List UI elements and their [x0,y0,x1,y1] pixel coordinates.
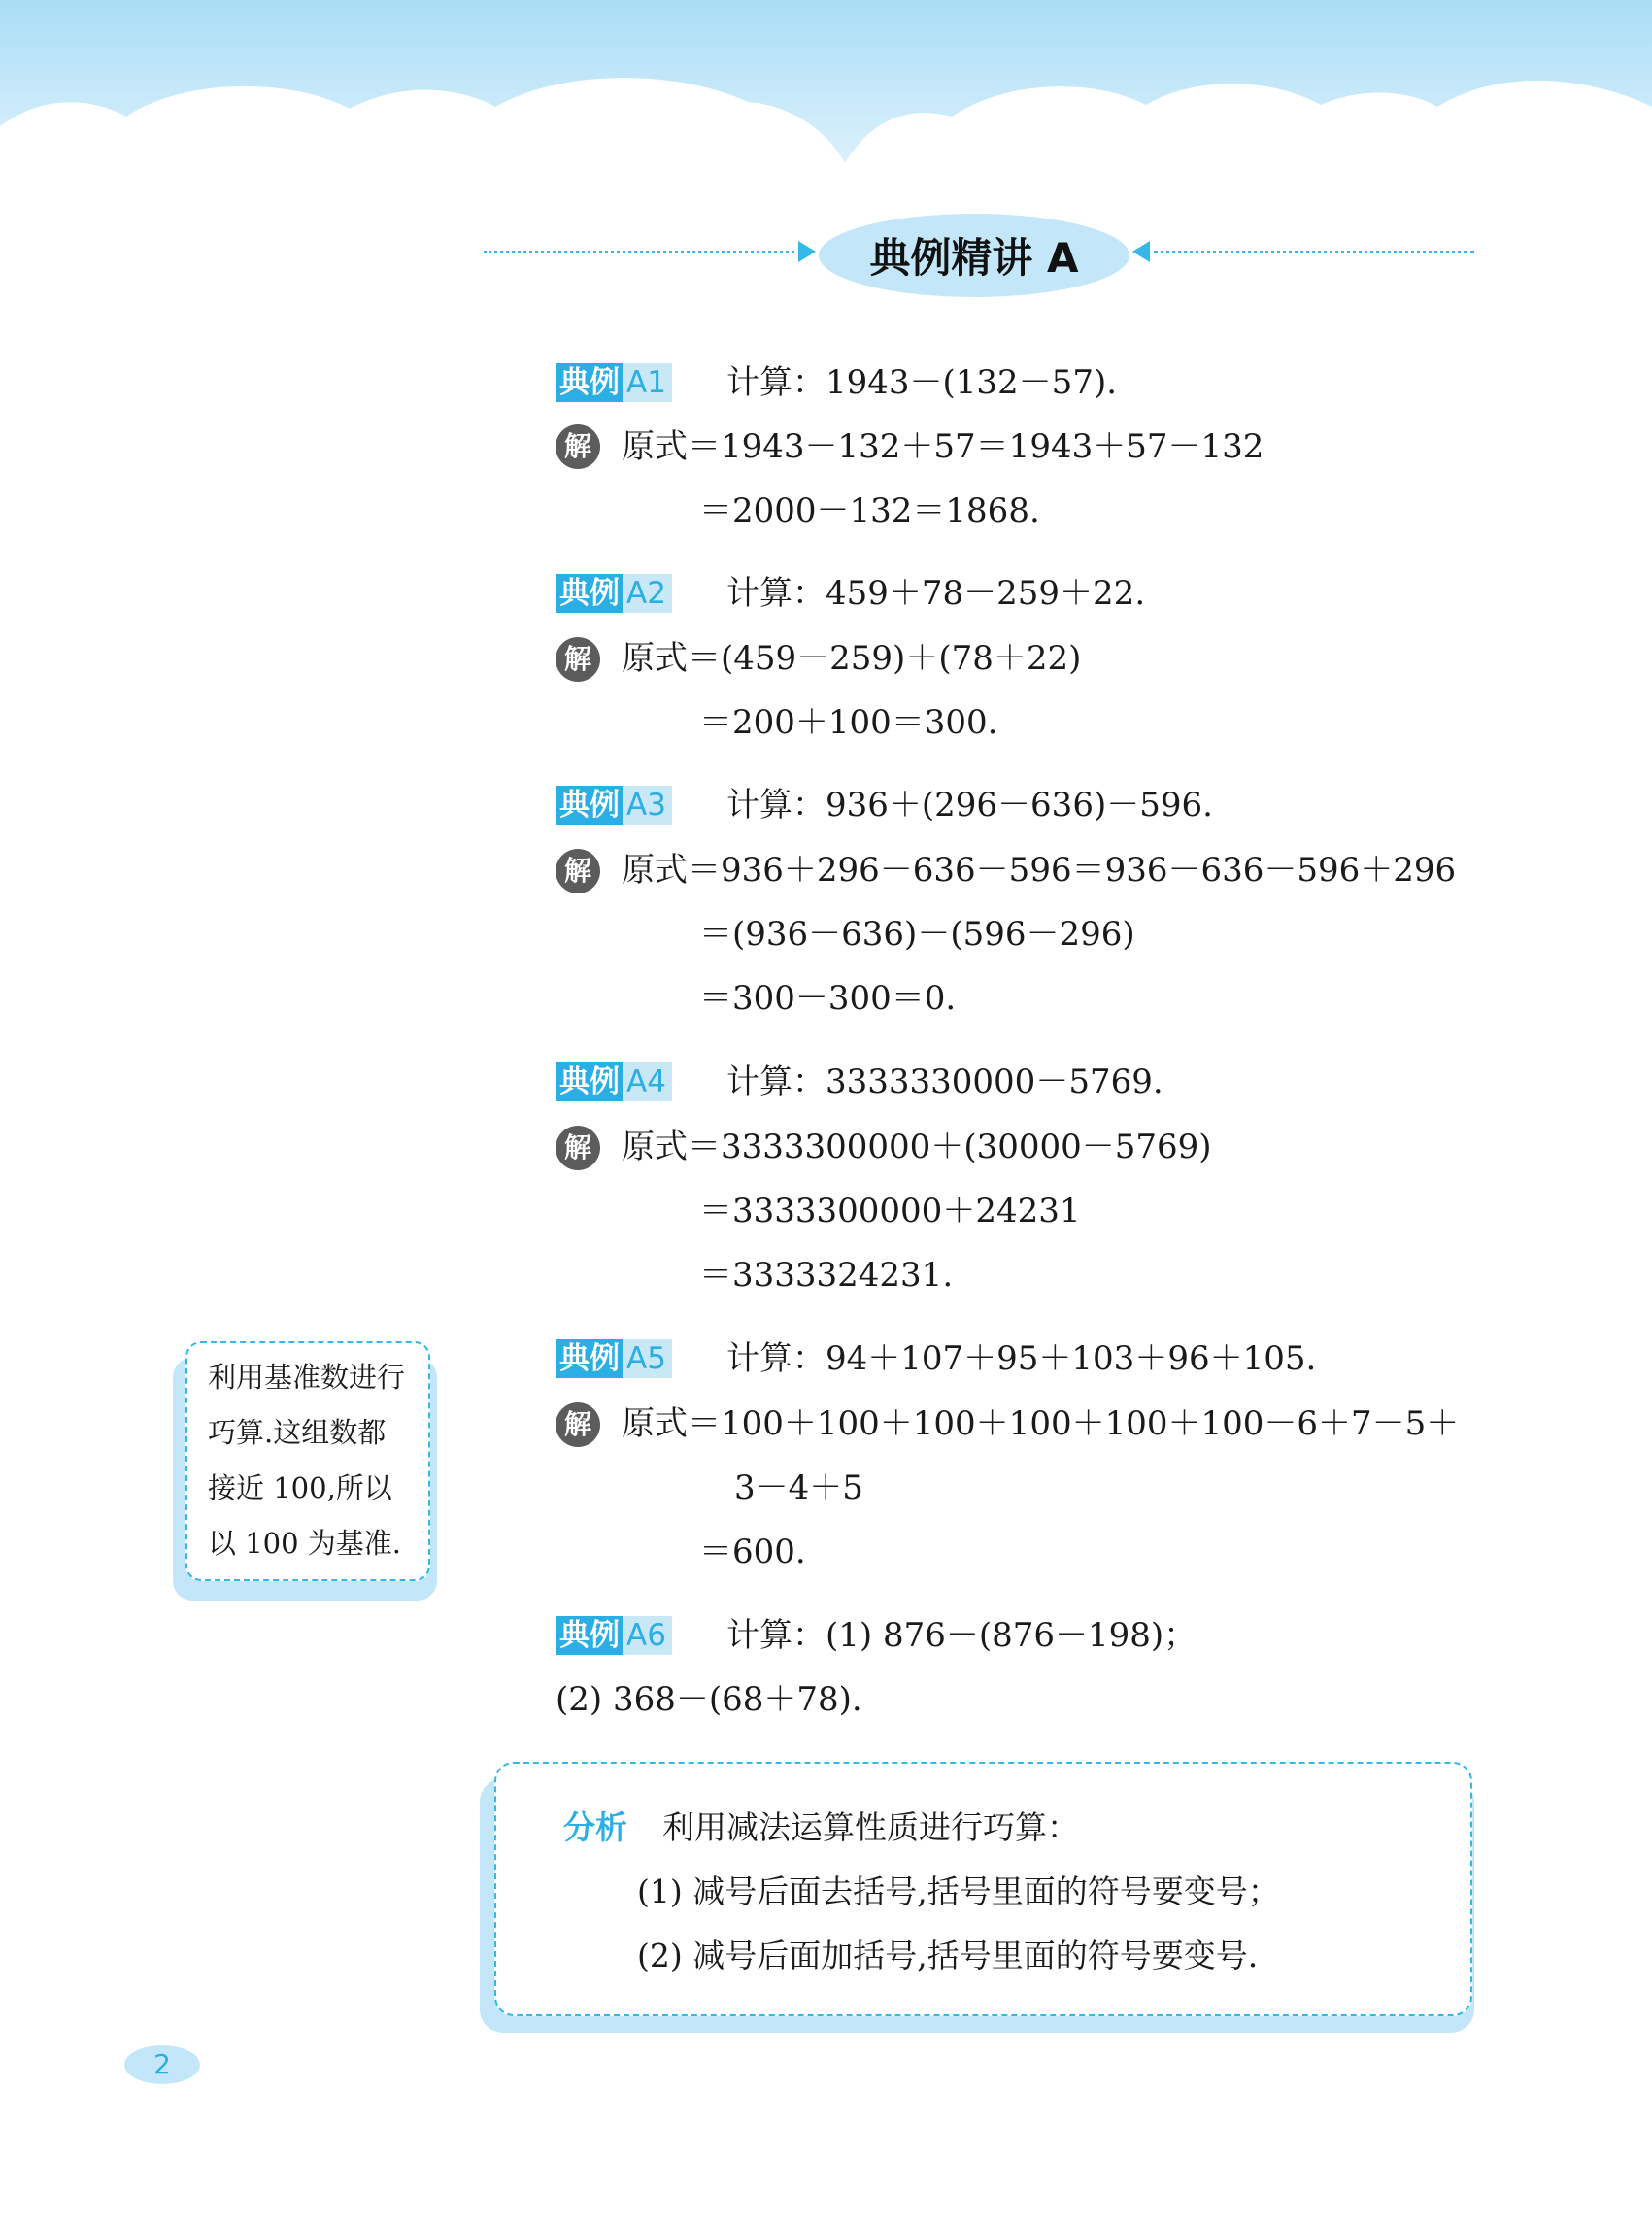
solution-line: 原式＝3333300000＋(30000－5769) [622,1128,1212,1166]
solution-line: ＝600. [699,1533,806,1571]
solution-badge: 解 [556,849,600,893]
solution-badge: 解 [556,1126,600,1170]
example-badge-label: 典例 [556,363,623,402]
solution-line: 原式＝936＋296－636－596＝936－636－596＋296 [622,851,1457,890]
title-dotted-rule-left [484,251,794,253]
section-title: 典例精讲 A [819,214,1129,297]
title-arrow-left-icon [1132,241,1150,262]
side-note-line: 巧算.这组数都 [208,1416,387,1449]
solution-line: 原式＝1943－132＋57＝1943＋57－132 [622,427,1264,466]
solution-line: ＝3333324231. [699,1256,954,1295]
solution-badge: 解 [556,1402,600,1447]
example-badge-number: A1 [623,363,672,402]
solution-line: ＝2000－132＝1868. [699,491,1040,530]
solution-line: ＝300－300＝0. [699,979,957,1018]
example-badge-label: 典例 [556,574,623,613]
example-question: 计算：936＋(296－636)－596. [726,786,1213,825]
example-badge-label: 典例 [556,1339,623,1378]
example-badge [556,1616,672,1655]
example-badge-number: A4 [623,1062,672,1101]
example-badge-number: A2 [623,574,672,613]
title-dotted-rule-right [1154,251,1474,253]
solution-line: 原式＝(459－259)＋(78＋22) [622,639,1082,678]
example-badge [556,1062,672,1101]
page-number: 2 [124,2045,200,2084]
side-note-line: 以 100 为基准. [208,1527,402,1560]
example-question: 计算：1943－(132－57). [726,363,1118,402]
example-badge [556,1339,672,1378]
analysis-item: (1) 减号后面去括号,括号里面的符号要变号； [637,1872,1280,1910]
example-badge-number: A6 [623,1616,672,1655]
solution-line: 原式＝100＋100＋100＋100＋100＋100－6＋7－5＋ [622,1404,1460,1443]
example-badge-number: A3 [623,786,672,825]
solution-line: ＝3333300000＋24231 [699,1192,1081,1230]
example-badge-label: 典例 [556,786,623,825]
example-badge-number: A5 [623,1339,672,1378]
example-badge-label: 典例 [556,1062,623,1101]
solution-badge: 解 [556,424,600,469]
example-badge [556,363,672,402]
solution-badge: 解 [556,637,600,682]
analysis-item: (2) 减号后面加括号,括号里面的符号要变号. [637,1937,1259,1974]
solution-line: ＝200＋100＝300. [699,703,998,742]
title-arrow-right-icon [798,241,816,262]
example-badge [556,574,672,613]
example-question: 计算：(1) 876－(876－198)； [726,1616,1197,1655]
side-note-line: 利用基准数进行 [208,1361,406,1394]
analysis-label: 分析 [563,1808,627,1846]
example-badge [556,786,672,825]
solution-line: ＝(936－636)－(596－296) [699,915,1135,954]
example-question: 计算：3333330000－5769. [726,1062,1163,1101]
example-question: 计算：94＋107＋95＋103＋96＋105. [726,1339,1317,1378]
solution-line: 3－4＋5 [734,1468,863,1507]
example-question-continued: (2) 368－(68＋78). [556,1680,862,1719]
example-badge-label: 典例 [556,1616,623,1655]
example-question: 计算：459＋78－259＋22. [726,574,1146,613]
side-note-line: 接近 100,所以 [208,1471,392,1504]
header-sky-clouds [0,0,1652,194]
analysis-intro-row [563,1806,1079,1849]
analysis-intro: 利用减法运算性质进行巧算： [662,1808,1079,1846]
